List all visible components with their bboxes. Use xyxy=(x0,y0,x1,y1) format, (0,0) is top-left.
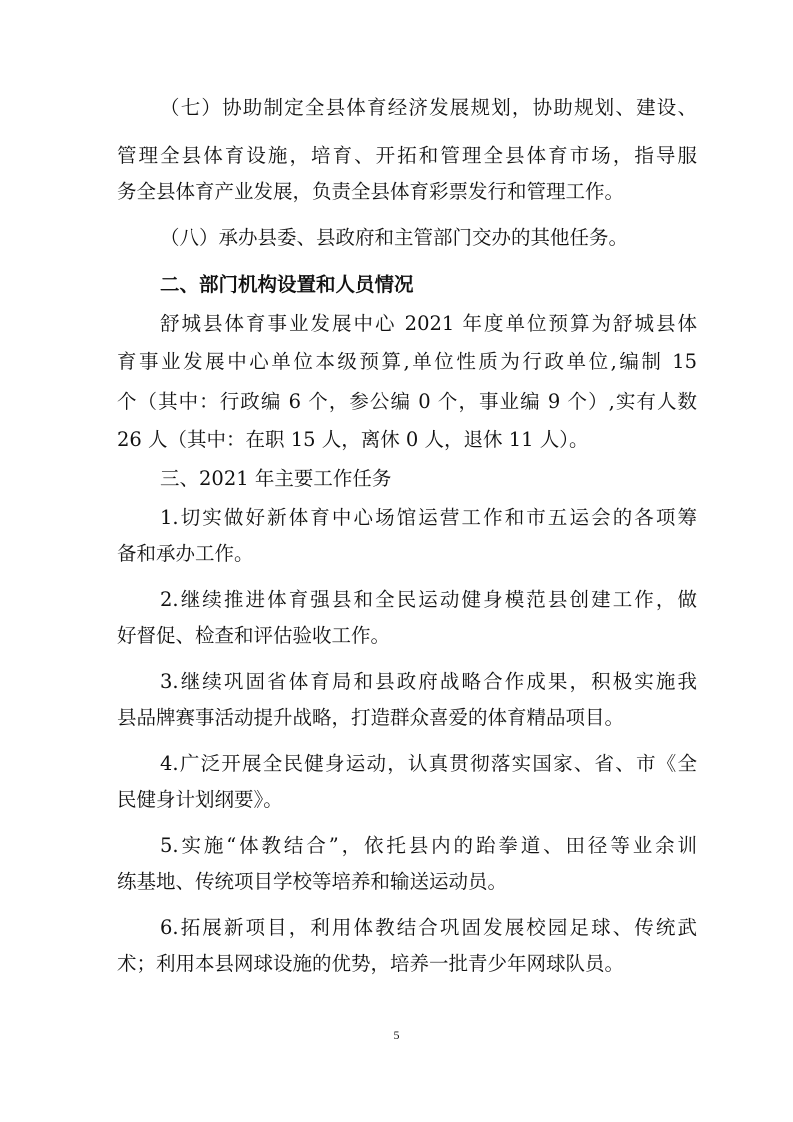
text-line: 2.继续推进体育强县和全民运动健身模范县创建工作，做 xyxy=(160,588,697,611)
text-line: 个（其中：行政编 6 个，参公编 0 个，事业编 9 个）,实有人数 xyxy=(117,390,697,413)
text-line: 6.拓展新项目，利用体教结合巩固发展校园足球、传统武 xyxy=(160,916,697,939)
text-line: 练基地、传统项目学校等培养和输送运动员。 xyxy=(117,870,508,893)
section-heading: 三、2021 年主要工作任务 xyxy=(160,467,392,490)
text-line: （八）承办县委、县政府和主管部门交办的其他任务。 xyxy=(160,226,629,249)
text-line: （七）协助制定全县体育经济发展规划，协助规划、建设、 xyxy=(160,96,697,119)
page-number: 5 xyxy=(393,1028,400,1042)
text-line: 舒城县体育事业发展中心 2021 年度单位预算为舒城县体 xyxy=(160,312,697,335)
text-line: 管理全县体育设施，培育、开拓和管理全县体育市场，指导服 xyxy=(117,144,697,167)
text-line: 4.广泛开展全民健身运动，认真贯彻落实国家、省、市《全 xyxy=(160,752,697,775)
section-heading: 二、部门机构设置和人员情况 xyxy=(160,273,414,296)
text-line: 县品牌赛事活动提升战略，打造群众喜爱的体育精品项目。 xyxy=(117,706,625,729)
text-line: 好督促、检查和评估验收工作。 xyxy=(117,624,391,647)
text-line: 1.切实做好新体育中心场馆运营工作和市五运会的各项筹 xyxy=(160,506,697,529)
text-line: 育事业发展中心单位本级预算,单位性质为行政单位,编制 15 xyxy=(117,350,697,373)
text-line: 26 人（其中：在职 15 人，离休 0 人，退休 11 人）。 xyxy=(117,428,589,451)
text-line: 5.实施“体教结合”，依托县内的跆拳道、田径等业余训 xyxy=(160,834,697,857)
text-line: 民健身计划纲要》。 xyxy=(117,788,283,811)
text-line: 术；利用本县网球设施的优势，培养一批青少年网球队员。 xyxy=(117,952,625,975)
text-line: 务全县体育产业发展，负责全县体育彩票发行和管理工作。 xyxy=(117,180,625,203)
text-line: 备和承办工作。 xyxy=(117,542,254,565)
text-line: 3.继续巩固省体育局和县政府战略合作成果，积极实施我 xyxy=(160,670,697,693)
